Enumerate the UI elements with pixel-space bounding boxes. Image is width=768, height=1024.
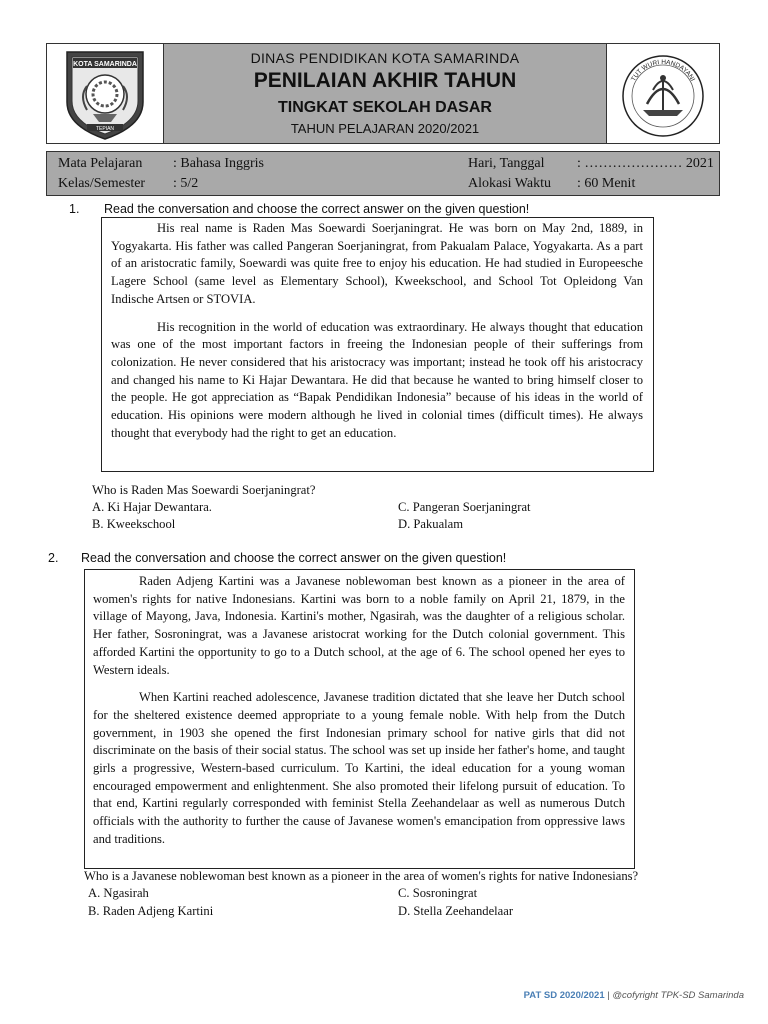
question-1-option-b[interactable]: B. Kweekschool [92, 517, 176, 531]
subject-label: Mata Pelajaran [58, 156, 143, 171]
left-logo-box [47, 44, 164, 143]
question-2-instruction: Read the conversation and choose the correct answer on the given question! [81, 551, 507, 565]
school-level: TINGKAT SEKOLAH DASAR [278, 99, 492, 116]
page-footer [524, 990, 744, 1001]
question-1-option-d[interactable]: D. Pakualam [398, 517, 464, 531]
question-1-option-c[interactable]: C. Pangeran Soerjaningrat [398, 500, 531, 514]
exam-title: PENILAIAN AKHIR TAHUN [253, 69, 517, 92]
class-label: Kelas/Semester [58, 176, 146, 191]
question-2-number: 2. [48, 551, 59, 565]
academic-year: TAHUN PELAJARAN 2020/2021 [290, 121, 480, 136]
question-1-number: 1. [69, 202, 80, 216]
subject-value: : Bahasa Inggris [173, 156, 264, 171]
right-logo-text: TUT WURI HANDAYANI [630, 58, 697, 83]
agency-name: DINAS PENDIDIKAN KOTA SAMARINDA [250, 50, 520, 66]
question-1-text: Who is Raden Mas Soewardi Soerjaningrat? [92, 483, 316, 497]
question-1-passage [101, 217, 654, 472]
left-logo-bottom-text: TEPIAN [95, 126, 115, 132]
right-logo-box [606, 44, 719, 143]
question-1-option-a[interactable]: A. Ki Hajar Dewantara. [92, 500, 212, 514]
exam-header [46, 43, 720, 144]
question-2-option-b[interactable]: B. Raden Adjeng Kartini [88, 904, 214, 918]
tut-wuri-handayani-icon [607, 44, 719, 143]
passage-paragraph: Raden Adjeng Kartini was a Javanese noblewoman best known as a pioneer in the area of women's rights for native Indonesians. Kartini was born to a noble family on April 21, 1879, in the village of Mayong, Java, Indonesia. Kartini's mother, Ngasirah, was the daughter of a religious scholar. Her father, Sosroningrat, was a Javanese aristocrat working for the Dutch colonial government. This afforded Kartini the opportunity to go to a Dutch school, at the age of 6. The school opened her eyes to Western ideals. [93, 574, 625, 677]
date-label: Hari, Tanggal [468, 156, 545, 171]
question-2-option-d[interactable]: D. Stella Zeehandelaar [398, 904, 514, 918]
class-value: : 5/2 [173, 176, 199, 191]
left-logo-top-text: KOTA SAMARINDA [73, 61, 137, 68]
header-title-block [164, 44, 606, 143]
footer-separator: | [604, 990, 613, 1001]
footer-exam-code: PAT SD 2020/2021 [523, 990, 605, 1001]
question-2-option-c[interactable]: C. Sosroningrat [398, 886, 478, 900]
passage-paragraph: His recognition in the world of education was extraordinary. He always thought that education was one of the most important factors in freeing the Indonesian people of their sufferings from colonization. He never considered that his aristocracy was important; instead he took off his aristocracy and changed his name to Ki Hajar Dewantara. He did that because he wanted to bring himself closer to the people. He got appreciation as “Bapak Pendidikan Indonesia” because of his ideas in the world of education. His opinions were modern although he lived in colonial times (difficult times). He always thought that everybody had the right to get an education. [111, 319, 643, 440]
question-2-option-a[interactable]: A. Ngasirah [88, 886, 149, 900]
question-2-text: Who is a Javanese noblewoman best known as a pioneer in the area of women's rights for native Indonesians? [84, 869, 639, 883]
kota-samarinda-emblem-icon [47, 44, 163, 143]
passage-paragraph: His real name is Raden Mas Soewardi Soerjaningrat. He was born on May 2nd, 1889, in Yogyakarta. His father was called Pangeran Soerjaningrat, from Pakualam Palace, Yogyakarta. As a part of an aristocratic family, Soewardi was quite free to enjoy his education. He had studied in Europeesche Lagere School (same level as Elementary School), Kweekschool, and School Tot Opleidong Van Indische Artsen or STOVIA. [111, 221, 643, 306]
question-1-instruction: Read the conversation and choose the correct answer on the given question! [104, 202, 530, 216]
exam-info-bar [46, 151, 720, 196]
date-value: : ………………… 2021 [577, 156, 714, 171]
time-label: Alokasi Waktu [468, 176, 551, 191]
footer-copyright: @cofyright TPK-SD Samarinda [612, 990, 744, 1001]
time-value: : 60 Menit [577, 176, 636, 191]
passage-paragraph: When Kartini reached adolescence, Javanese tradition dictated that she leave her Dutch school for the sheltered existence deemed appropriate to a young female noble. With help from the Dutch government, in 1903 she opened the first Indonesian primary school for native girls that did not discriminate on the basis of their social status. The school was set up inside her father's home, and taught girls a progressive, Western-based curriculum. To Kartini, the ideal education for a young woman encouraged empowerment and enlightenment. She also promoted their lifelong pursuit of education. To that end, Kartini regularly corresponded with feminist Stella Zeehandelaar as well as numerous Dutch officials with the authority to further the cause of Javanese women's emancipation from oppressive laws and traditions. [93, 690, 625, 846]
question-2-passage [84, 569, 635, 869]
